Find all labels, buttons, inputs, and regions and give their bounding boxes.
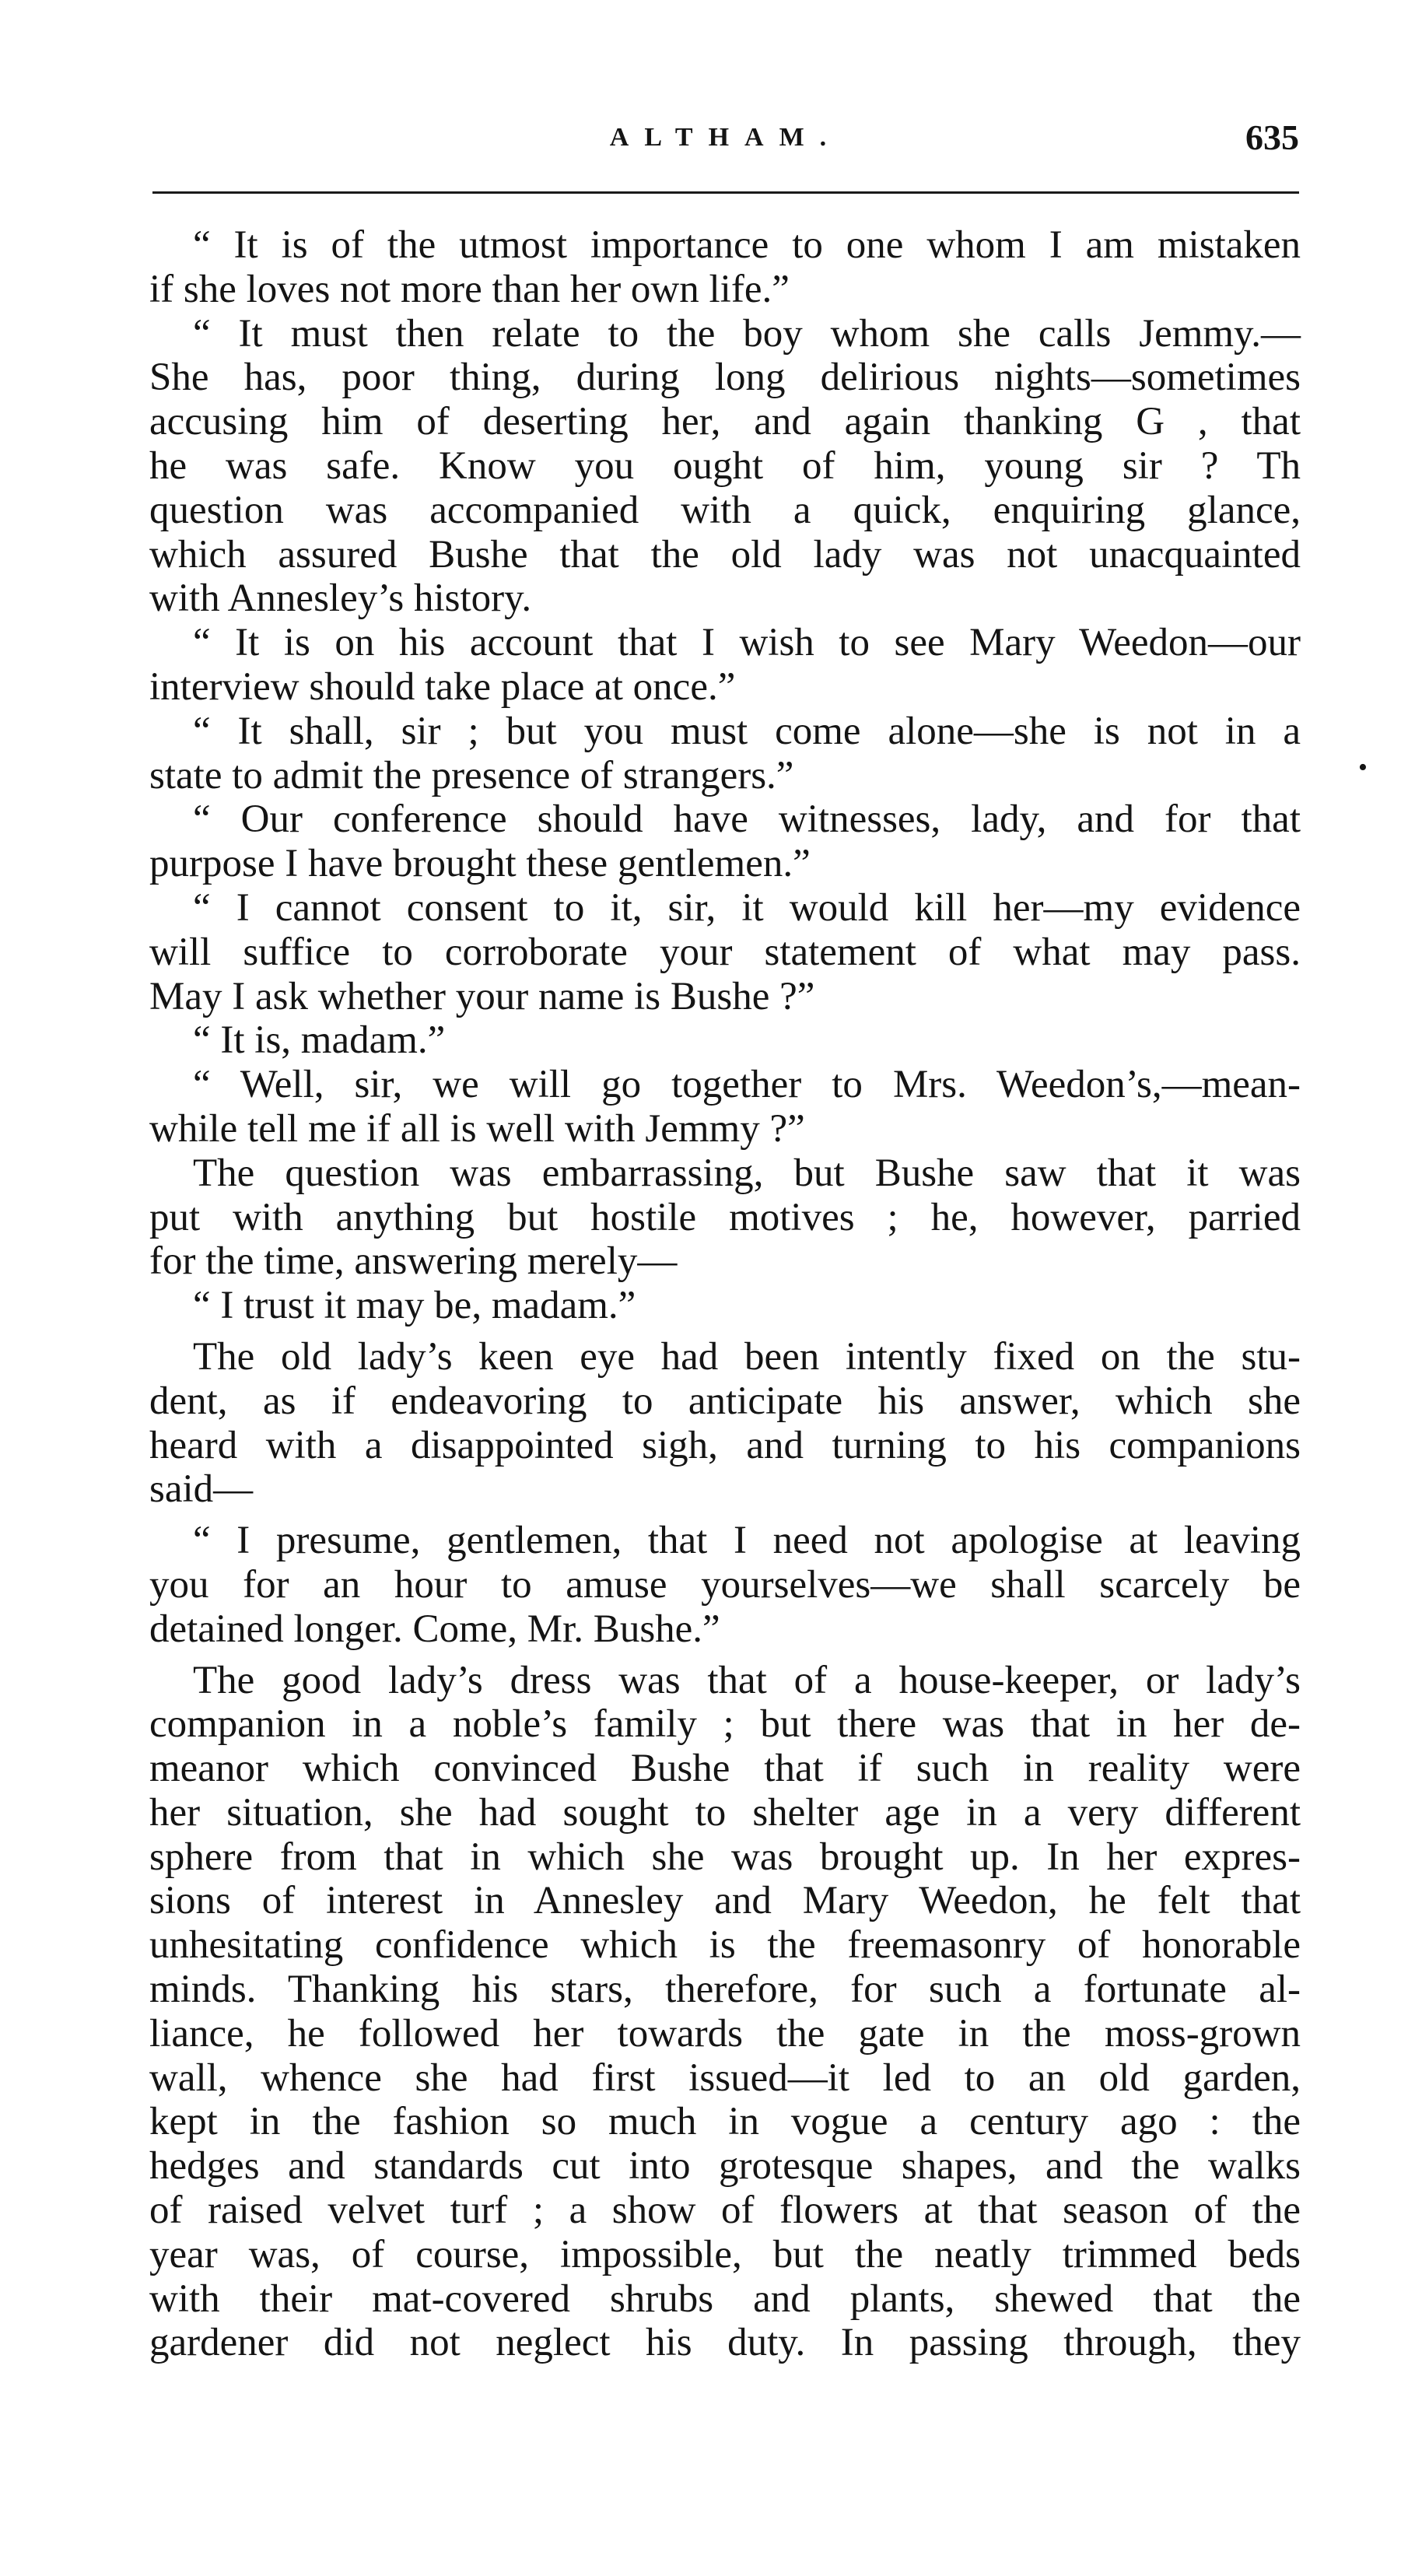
text-line: you for an hour to amuse yourselves—we shall scarcely be [149,1562,1301,1607]
text-line: purpose I have brought these gentlemen.” [149,842,811,886]
paragraph-gap [149,1328,1301,1335]
text-line: dent, as if endeavoring to anticipate his answer, which she [149,1379,1301,1423]
text-line: sions of interest in Annesley and Mary Weedon, he felt that [149,1879,1301,1923]
text-line: sphere from that in which she was brought up. In her expres- [149,1835,1301,1879]
header-rule [152,191,1299,194]
text-line: unhesitating confidence which is the freemasonry of honorable [149,1923,1301,1968]
text-line: of raised velvet turf ; a show of flowers at that season of the [149,2189,1301,2233]
text-line: The question was embarrassing, but Bushe saw that it was [193,1151,1301,1195]
paragraph-gap [149,1512,1301,1519]
text-line: will suffice to corroborate your statement of what may pass. [149,930,1301,974]
text-line: wall, whence she had first issued—it led to an old garden, [149,2056,1301,2100]
text-line: question was accompanied with a quick, enquiring glance, [149,488,1301,532]
text-line: her situation, she had sought to shelter age in a very different [149,1790,1301,1835]
text-line: which assured Bushe that the old lady was not unacquainted [149,532,1301,577]
text-line: “ Well, sir, we will go together to Mrs. Weedon’s,—mean- [193,1063,1301,1107]
text-line: gardener did not neglect his duty. In passing through, they [149,2321,1301,2365]
text-line: “ It shall, sir ; but you must come alone—she is not in a [193,709,1301,753]
text-line: The good lady’s dress was that of a house-keeper, or lady’s [193,1658,1301,1702]
body-text [149,223,1301,2365]
stray-mark: • [1358,753,1368,782]
page-number: 635 [1245,117,1299,157]
paragraph-gap [149,1652,1301,1659]
text-line: meanor which convinced Bushe that if such in reality were [149,1747,1301,1791]
text-line: She has, poor thing, during long delirious nights—sometimes [149,356,1301,400]
text-line: “ It is of the utmost importance to one whom I am mistaken [193,223,1301,267]
text-line: “ I presume, gentlemen, that I need not apologise at leaving [193,1519,1301,1563]
text-line: put with anything but hostile motives ; he, however, parried [149,1195,1301,1239]
text-line: interview should take place at once.” [149,664,736,709]
text-line: May I ask whether your name is Bushe ?” [149,974,815,1018]
text-line: said— [149,1467,254,1512]
text-line: accusing him of deserting her, and again thanking G , that [149,400,1301,444]
text-line: kept in the fashion so much in vogue a century ago : the [149,2100,1301,2144]
text-line: liance, he followed her towards the gate in the moss-grown [149,2011,1301,2056]
text-line: for the time, answering merely— [149,1239,678,1284]
running-head [152,117,1299,171]
text-line: “ Our conference should have witnesses, lady, and for that [193,797,1301,842]
text-line: state to admit the presence of strangers.” [149,753,794,797]
text-line: with Annesley’s history. [149,577,532,621]
text-line: minds. Thanking his stars, therefore, for such a fortunate al- [149,1968,1301,2012]
text-line: The old lady’s keen eye had been intently fixed on the stu- [193,1334,1301,1379]
text-line: “ It is, madam.” [193,1018,446,1063]
text-line: “ It is on his account that I wish to see Mary Weedon—our [193,621,1301,665]
text-line: he was safe. Know you ought of him, young sir ? Th [149,443,1301,488]
text-line: if she loves not more than her own life.” [149,267,790,311]
text-line: “ It must then relate to the boy whom she calls Jemmy.— [193,311,1301,356]
text-line: “ I trust it may be, madam.” [193,1284,636,1328]
text-line: hedges and standards cut into grotesque shapes, and the walks [149,2144,1301,2189]
text-line: “ I cannot consent to it, sir, it would kill her—my evidence [193,885,1301,930]
text-line: with their mat-covered shrubs and plants, shewed that the [149,2276,1301,2321]
text-line: detained longer. Come, Mr. Bushe.” [149,1607,720,1651]
running-title: ALTHAM. [609,123,842,152]
text-line: while tell me if all is well with Jemmy ?” [149,1106,805,1151]
text-line: companion in a noble’s family ; but there was that in her de- [149,1702,1301,1747]
text-line: year was, of course, impossible, but the neatly trimmed beds [149,2232,1301,2276]
text-line: heard with a disappointed sigh, and turning to his companions [149,1423,1301,1467]
